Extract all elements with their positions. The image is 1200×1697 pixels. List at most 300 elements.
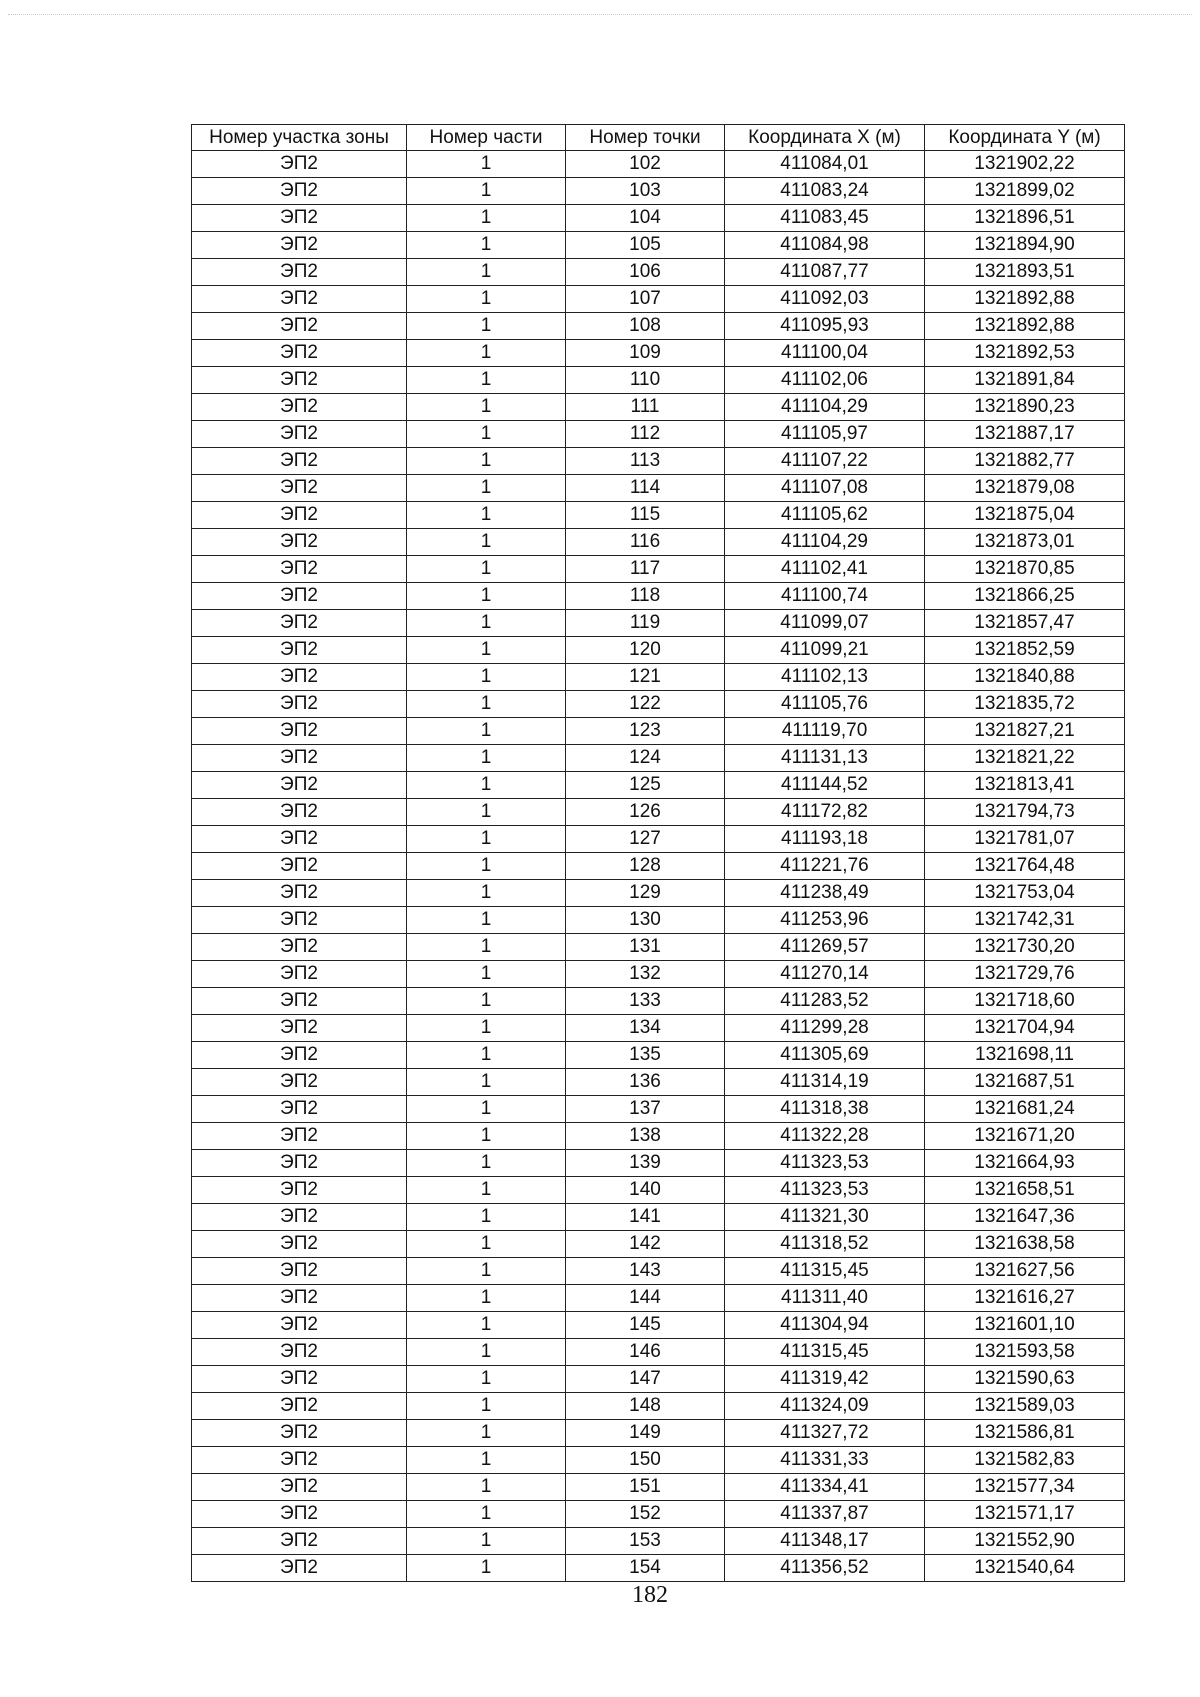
coordinate-x-cell: 411238,49	[725, 880, 925, 907]
part-number-cell: 1	[407, 502, 566, 529]
zone-plot-number-cell: ЭП2	[192, 1366, 407, 1393]
part-number-cell: 1	[407, 1555, 566, 1582]
coordinate-x-cell: 411323,53	[725, 1150, 925, 1177]
point-number-cell: 122	[566, 691, 725, 718]
zone-plot-number-cell: ЭП2	[192, 475, 407, 502]
coordinate-y-cell: 1321729,76	[925, 961, 1125, 988]
zone-plot-number-cell: ЭП2	[192, 637, 407, 664]
coordinate-y-cell: 1321753,04	[925, 880, 1125, 907]
table-row	[192, 718, 1125, 745]
part-number-cell: 1	[407, 934, 566, 961]
table-row	[192, 1258, 1125, 1285]
header-coordinate-y: Координата Y (м)	[925, 125, 1125, 151]
coordinate-x-cell: 411092,03	[725, 286, 925, 313]
coordinate-y-cell: 1321540,64	[925, 1555, 1125, 1582]
coordinate-x-cell: 411144,52	[725, 772, 925, 799]
coordinate-x-cell: 411083,24	[725, 178, 925, 205]
coordinate-x-cell: 411315,45	[725, 1339, 925, 1366]
part-number-cell: 1	[407, 772, 566, 799]
zone-plot-number-cell: ЭП2	[192, 826, 407, 853]
point-number-cell: 143	[566, 1258, 725, 1285]
table-row	[192, 934, 1125, 961]
header-zone-plot-number: Номер участка зоны	[192, 125, 407, 151]
zone-plot-number-cell: ЭП2	[192, 232, 407, 259]
part-number-cell: 1	[407, 1069, 566, 1096]
coordinate-x-cell: 411253,96	[725, 907, 925, 934]
zone-plot-number-cell: ЭП2	[192, 556, 407, 583]
point-number-cell: 128	[566, 853, 725, 880]
table-row	[192, 1150, 1125, 1177]
zone-plot-number-cell: ЭП2	[192, 259, 407, 286]
coordinate-x-cell: 411087,77	[725, 259, 925, 286]
point-number-cell: 153	[566, 1528, 725, 1555]
coordinate-x-cell: 411319,42	[725, 1366, 925, 1393]
zone-plot-number-cell: ЭП2	[192, 691, 407, 718]
zone-plot-number-cell: ЭП2	[192, 1555, 407, 1582]
coordinate-x-cell: 411311,40	[725, 1285, 925, 1312]
point-number-cell: 147	[566, 1366, 725, 1393]
point-number-cell: 134	[566, 1015, 725, 1042]
coordinate-x-cell: 411299,28	[725, 1015, 925, 1042]
part-number-cell: 1	[407, 556, 566, 583]
table-row	[192, 151, 1125, 178]
table-row	[192, 340, 1125, 367]
coordinate-x-cell: 411104,29	[725, 394, 925, 421]
coordinate-x-cell: 411107,08	[725, 475, 925, 502]
coordinate-y-cell: 1321892,88	[925, 313, 1125, 340]
part-number-cell: 1	[407, 394, 566, 421]
zone-plot-number-cell: ЭП2	[192, 340, 407, 367]
header-point-number: Номер точки	[566, 125, 725, 151]
header-part-number: Номер части	[407, 125, 566, 151]
zone-plot-number-cell: ЭП2	[192, 745, 407, 772]
coordinate-y-cell: 1321687,51	[925, 1069, 1125, 1096]
table-row	[192, 961, 1125, 988]
table-row	[192, 1366, 1125, 1393]
part-number-cell: 1	[407, 259, 566, 286]
part-number-cell: 1	[407, 1339, 566, 1366]
point-number-cell: 118	[566, 583, 725, 610]
coordinate-x-cell: 411269,57	[725, 934, 925, 961]
zone-plot-number-cell: ЭП2	[192, 286, 407, 313]
part-number-cell: 1	[407, 1177, 566, 1204]
coordinate-y-cell: 1321866,25	[925, 583, 1125, 610]
coordinate-y-cell: 1321582,83	[925, 1447, 1125, 1474]
table-row	[192, 1312, 1125, 1339]
zone-plot-number-cell: ЭП2	[192, 1312, 407, 1339]
point-number-cell: 119	[566, 610, 725, 637]
zone-plot-number-cell: ЭП2	[192, 1447, 407, 1474]
coordinate-y-cell: 1321835,72	[925, 691, 1125, 718]
zone-plot-number-cell: ЭП2	[192, 610, 407, 637]
coordinate-y-cell: 1321902,22	[925, 151, 1125, 178]
coordinate-x-cell: 411107,22	[725, 448, 925, 475]
zone-plot-number-cell: ЭП2	[192, 1393, 407, 1420]
coordinate-x-cell: 411099,21	[725, 637, 925, 664]
coordinate-y-cell: 1321647,36	[925, 1204, 1125, 1231]
table-row	[192, 799, 1125, 826]
point-number-cell: 104	[566, 205, 725, 232]
point-number-cell: 152	[566, 1501, 725, 1528]
coordinate-y-cell: 1321586,81	[925, 1420, 1125, 1447]
point-number-cell: 131	[566, 934, 725, 961]
zone-plot-number-cell: ЭП2	[192, 1339, 407, 1366]
coordinate-x-cell: 411331,33	[725, 1447, 925, 1474]
table-row	[192, 1231, 1125, 1258]
table-row	[192, 1420, 1125, 1447]
coordinate-x-cell: 411337,87	[725, 1501, 925, 1528]
part-number-cell: 1	[407, 529, 566, 556]
point-number-cell: 133	[566, 988, 725, 1015]
coordinate-y-cell: 1321875,04	[925, 502, 1125, 529]
table-row	[192, 1447, 1125, 1474]
table-row	[192, 205, 1125, 232]
point-number-cell: 121	[566, 664, 725, 691]
table-row	[192, 178, 1125, 205]
coordinate-y-cell: 1321742,31	[925, 907, 1125, 934]
point-number-cell: 151	[566, 1474, 725, 1501]
table-row	[192, 1285, 1125, 1312]
table-row	[192, 367, 1125, 394]
coordinate-x-cell: 411270,14	[725, 961, 925, 988]
zone-plot-number-cell: ЭП2	[192, 1123, 407, 1150]
part-number-cell: 1	[407, 1204, 566, 1231]
table-row	[192, 1393, 1125, 1420]
table-row	[192, 448, 1125, 475]
table-row	[192, 556, 1125, 583]
coordinate-y-cell: 1321870,85	[925, 556, 1125, 583]
coordinate-x-cell: 411104,29	[725, 529, 925, 556]
header-row	[192, 125, 1125, 151]
table-row	[192, 826, 1125, 853]
coordinate-x-cell: 411318,52	[725, 1231, 925, 1258]
zone-plot-number-cell: ЭП2	[192, 313, 407, 340]
table-row	[192, 1069, 1125, 1096]
table-row	[192, 1096, 1125, 1123]
coordinate-y-cell: 1321893,51	[925, 259, 1125, 286]
coordinate-y-cell: 1321658,51	[925, 1177, 1125, 1204]
zone-plot-number-cell: ЭП2	[192, 880, 407, 907]
point-number-cell: 135	[566, 1042, 725, 1069]
coordinate-x-cell: 411334,41	[725, 1474, 925, 1501]
coordinate-y-cell: 1321892,53	[925, 340, 1125, 367]
coordinate-y-cell: 1321827,21	[925, 718, 1125, 745]
table-row	[192, 1123, 1125, 1150]
coordinate-x-cell: 411095,93	[725, 313, 925, 340]
table-row	[192, 1204, 1125, 1231]
coordinate-y-cell: 1321704,94	[925, 1015, 1125, 1042]
coordinate-y-cell: 1321627,56	[925, 1258, 1125, 1285]
part-number-cell: 1	[407, 907, 566, 934]
point-number-cell: 124	[566, 745, 725, 772]
coordinate-y-cell: 1321593,58	[925, 1339, 1125, 1366]
part-number-cell: 1	[407, 1258, 566, 1285]
table-row	[192, 745, 1125, 772]
part-number-cell: 1	[407, 340, 566, 367]
part-number-cell: 1	[407, 826, 566, 853]
point-number-cell: 148	[566, 1393, 725, 1420]
point-number-cell: 139	[566, 1150, 725, 1177]
part-number-cell: 1	[407, 880, 566, 907]
table-row	[192, 394, 1125, 421]
header-coordinate-x: Координата X (м)	[725, 125, 925, 151]
coordinate-x-cell: 411193,18	[725, 826, 925, 853]
coordinate-y-cell: 1321781,07	[925, 826, 1125, 853]
coordinate-y-cell: 1321887,17	[925, 421, 1125, 448]
coordinate-y-cell: 1321764,48	[925, 853, 1125, 880]
table-row	[192, 475, 1125, 502]
part-number-cell: 1	[407, 664, 566, 691]
part-number-cell: 1	[407, 583, 566, 610]
point-number-cell: 126	[566, 799, 725, 826]
coordinate-x-cell: 411105,97	[725, 421, 925, 448]
point-number-cell: 141	[566, 1204, 725, 1231]
zone-plot-number-cell: ЭП2	[192, 583, 407, 610]
table-row	[192, 772, 1125, 799]
coordinate-y-cell: 1321664,93	[925, 1150, 1125, 1177]
coordinate-x-cell: 411083,45	[725, 205, 925, 232]
zone-plot-number-cell: ЭП2	[192, 1501, 407, 1528]
coordinate-y-cell: 1321577,34	[925, 1474, 1125, 1501]
point-number-cell: 125	[566, 772, 725, 799]
zone-plot-number-cell: ЭП2	[192, 907, 407, 934]
zone-plot-number-cell: ЭП2	[192, 1096, 407, 1123]
part-number-cell: 1	[407, 1501, 566, 1528]
part-number-cell: 1	[407, 1366, 566, 1393]
zone-plot-number-cell: ЭП2	[192, 367, 407, 394]
part-number-cell: 1	[407, 1150, 566, 1177]
coordinate-y-cell: 1321589,03	[925, 1393, 1125, 1420]
coordinate-x-cell: 411348,17	[725, 1528, 925, 1555]
zone-plot-number-cell: ЭП2	[192, 1015, 407, 1042]
table-header	[192, 125, 1125, 151]
point-number-cell: 123	[566, 718, 725, 745]
point-number-cell: 102	[566, 151, 725, 178]
coordinate-x-cell: 411102,13	[725, 664, 925, 691]
zone-plot-number-cell: ЭП2	[192, 178, 407, 205]
point-number-cell: 112	[566, 421, 725, 448]
point-number-cell: 120	[566, 637, 725, 664]
point-number-cell: 144	[566, 1285, 725, 1312]
coordinate-x-cell: 411321,30	[725, 1204, 925, 1231]
point-number-cell: 132	[566, 961, 725, 988]
coordinate-y-cell: 1321571,17	[925, 1501, 1125, 1528]
zone-plot-number-cell: ЭП2	[192, 799, 407, 826]
zone-plot-number-cell: ЭП2	[192, 1177, 407, 1204]
point-number-cell: 117	[566, 556, 725, 583]
coordinate-y-cell: 1321852,59	[925, 637, 1125, 664]
zone-plot-number-cell: ЭП2	[192, 1474, 407, 1501]
coordinate-x-cell: 411099,07	[725, 610, 925, 637]
point-number-cell: 136	[566, 1069, 725, 1096]
zone-plot-number-cell: ЭП2	[192, 1069, 407, 1096]
coordinates-table	[191, 124, 1125, 1582]
coordinate-x-cell: 411084,01	[725, 151, 925, 178]
coordinate-x-cell: 411119,70	[725, 718, 925, 745]
table-row	[192, 1042, 1125, 1069]
coordinate-x-cell: 411327,72	[725, 1420, 925, 1447]
part-number-cell: 1	[407, 1393, 566, 1420]
zone-plot-number-cell: ЭП2	[192, 1285, 407, 1312]
table-row	[192, 1177, 1125, 1204]
part-number-cell: 1	[407, 988, 566, 1015]
table-row	[192, 1015, 1125, 1042]
point-number-cell: 103	[566, 178, 725, 205]
table-row	[192, 502, 1125, 529]
table-row	[192, 259, 1125, 286]
zone-plot-number-cell: ЭП2	[192, 934, 407, 961]
zone-plot-number-cell: ЭП2	[192, 1231, 407, 1258]
table-row	[192, 853, 1125, 880]
coordinate-x-cell: 411314,19	[725, 1069, 925, 1096]
zone-plot-number-cell: ЭП2	[192, 988, 407, 1015]
zone-plot-number-cell: ЭП2	[192, 1150, 407, 1177]
coordinate-y-cell: 1321698,11	[925, 1042, 1125, 1069]
coordinate-y-cell: 1321892,88	[925, 286, 1125, 313]
point-number-cell: 154	[566, 1555, 725, 1582]
table-row	[192, 664, 1125, 691]
table-row	[192, 880, 1125, 907]
page-number: 182	[632, 1582, 668, 1608]
table-row	[192, 637, 1125, 664]
point-number-cell: 116	[566, 529, 725, 556]
coordinate-x-cell: 411084,98	[725, 232, 925, 259]
point-number-cell: 140	[566, 1177, 725, 1204]
part-number-cell: 1	[407, 1474, 566, 1501]
coordinate-x-cell: 411131,13	[725, 745, 925, 772]
part-number-cell: 1	[407, 718, 566, 745]
zone-plot-number-cell: ЭП2	[192, 1258, 407, 1285]
part-number-cell: 1	[407, 745, 566, 772]
coordinate-y-cell: 1321616,27	[925, 1285, 1125, 1312]
coordinate-x-cell: 411105,76	[725, 691, 925, 718]
coordinate-y-cell: 1321590,63	[925, 1366, 1125, 1393]
table-row	[192, 286, 1125, 313]
table-row	[192, 907, 1125, 934]
point-number-cell: 110	[566, 367, 725, 394]
coordinate-y-cell: 1321671,20	[925, 1123, 1125, 1150]
part-number-cell: 1	[407, 313, 566, 340]
zone-plot-number-cell: ЭП2	[192, 1528, 407, 1555]
part-number-cell: 1	[407, 367, 566, 394]
coordinate-y-cell: 1321857,47	[925, 610, 1125, 637]
zone-plot-number-cell: ЭП2	[192, 502, 407, 529]
point-number-cell: 114	[566, 475, 725, 502]
coordinate-y-cell: 1321840,88	[925, 664, 1125, 691]
point-number-cell: 142	[566, 1231, 725, 1258]
coordinate-y-cell: 1321601,10	[925, 1312, 1125, 1339]
table-row	[192, 232, 1125, 259]
zone-plot-number-cell: ЭП2	[192, 394, 407, 421]
coordinate-y-cell: 1321894,90	[925, 232, 1125, 259]
coordinate-x-cell: 411315,45	[725, 1258, 925, 1285]
point-number-cell: 107	[566, 286, 725, 313]
coordinate-x-cell: 411318,38	[725, 1096, 925, 1123]
table-row	[192, 529, 1125, 556]
part-number-cell: 1	[407, 1447, 566, 1474]
coordinate-x-cell: 411304,94	[725, 1312, 925, 1339]
zone-plot-number-cell: ЭП2	[192, 853, 407, 880]
point-number-cell: 127	[566, 826, 725, 853]
coordinate-x-cell: 411324,09	[725, 1393, 925, 1420]
table-row	[192, 1528, 1125, 1555]
part-number-cell: 1	[407, 1312, 566, 1339]
table-row	[192, 691, 1125, 718]
coordinate-y-cell: 1321890,23	[925, 394, 1125, 421]
part-number-cell: 1	[407, 691, 566, 718]
point-number-cell: 113	[566, 448, 725, 475]
coordinate-y-cell: 1321813,41	[925, 772, 1125, 799]
part-number-cell: 1	[407, 1015, 566, 1042]
part-number-cell: 1	[407, 610, 566, 637]
zone-plot-number-cell: ЭП2	[192, 448, 407, 475]
part-number-cell: 1	[407, 1420, 566, 1447]
point-number-cell: 130	[566, 907, 725, 934]
part-number-cell: 1	[407, 961, 566, 988]
zone-plot-number-cell: ЭП2	[192, 1420, 407, 1447]
zone-plot-number-cell: ЭП2	[192, 718, 407, 745]
coordinate-x-cell: 411356,52	[725, 1555, 925, 1582]
part-number-cell: 1	[407, 232, 566, 259]
coordinate-y-cell: 1321718,60	[925, 988, 1125, 1015]
scan-top-edge	[8, 14, 1192, 15]
zone-plot-number-cell: ЭП2	[192, 664, 407, 691]
coordinate-y-cell: 1321552,90	[925, 1528, 1125, 1555]
coordinate-x-cell: 411323,53	[725, 1177, 925, 1204]
coordinate-x-cell: 411305,69	[725, 1042, 925, 1069]
coordinate-y-cell: 1321730,20	[925, 934, 1125, 961]
coordinate-x-cell: 411322,28	[725, 1123, 925, 1150]
part-number-cell: 1	[407, 853, 566, 880]
part-number-cell: 1	[407, 286, 566, 313]
coordinate-x-cell: 411102,41	[725, 556, 925, 583]
part-number-cell: 1	[407, 1285, 566, 1312]
table-row	[192, 583, 1125, 610]
coordinate-y-cell: 1321899,02	[925, 178, 1125, 205]
coordinate-x-cell: 411102,06	[725, 367, 925, 394]
part-number-cell: 1	[407, 151, 566, 178]
part-number-cell: 1	[407, 799, 566, 826]
table-row	[192, 1555, 1125, 1582]
table-row	[192, 988, 1125, 1015]
table-row	[192, 313, 1125, 340]
zone-plot-number-cell: ЭП2	[192, 421, 407, 448]
zone-plot-number-cell: ЭП2	[192, 961, 407, 988]
part-number-cell: 1	[407, 1123, 566, 1150]
zone-plot-number-cell: ЭП2	[192, 772, 407, 799]
point-number-cell: 106	[566, 259, 725, 286]
point-number-cell: 108	[566, 313, 725, 340]
point-number-cell: 115	[566, 502, 725, 529]
zone-plot-number-cell: ЭП2	[192, 151, 407, 178]
coordinate-x-cell: 411100,74	[725, 583, 925, 610]
coordinate-y-cell: 1321821,22	[925, 745, 1125, 772]
point-number-cell: 145	[566, 1312, 725, 1339]
coordinate-y-cell: 1321681,24	[925, 1096, 1125, 1123]
table-row	[192, 421, 1125, 448]
coordinate-x-cell: 411172,82	[725, 799, 925, 826]
part-number-cell: 1	[407, 1096, 566, 1123]
zone-plot-number-cell: ЭП2	[192, 205, 407, 232]
point-number-cell: 129	[566, 880, 725, 907]
zone-plot-number-cell: ЭП2	[192, 529, 407, 556]
point-number-cell: 138	[566, 1123, 725, 1150]
point-number-cell: 149	[566, 1420, 725, 1447]
table-row	[192, 1501, 1125, 1528]
part-number-cell: 1	[407, 448, 566, 475]
table-body	[192, 151, 1125, 1582]
coordinate-y-cell: 1321882,77	[925, 448, 1125, 475]
